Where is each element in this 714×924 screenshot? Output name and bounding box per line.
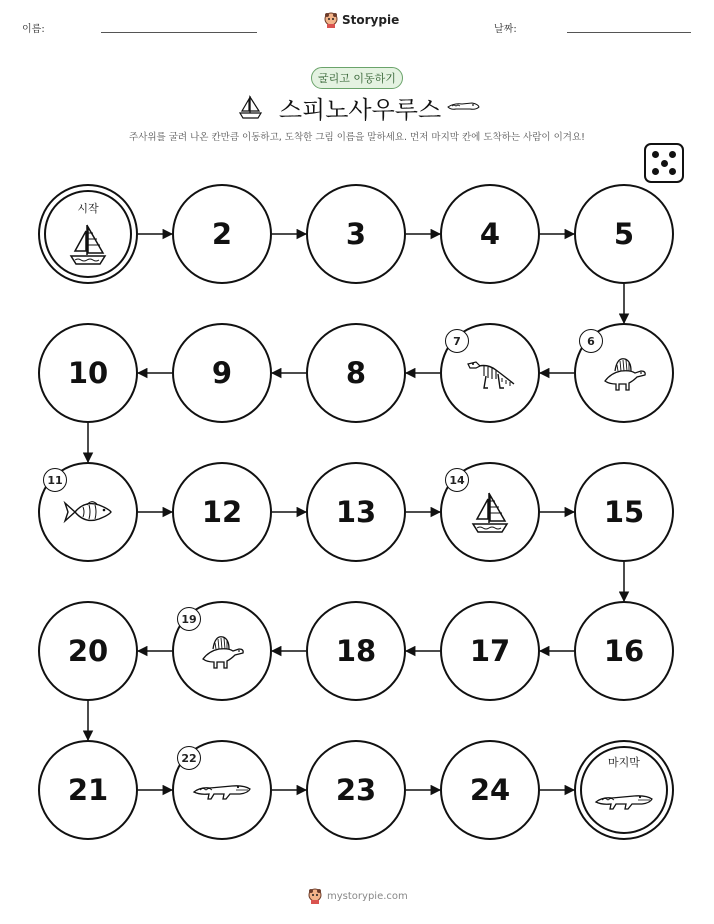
footer — [308, 888, 408, 904]
space-number: 4 — [479, 217, 501, 251]
board-space[interactable] — [440, 184, 540, 284]
board-space[interactable] — [172, 601, 272, 701]
space-number: 12 — [201, 495, 243, 529]
space-number-badge: 6 — [579, 329, 603, 353]
board-space[interactable] — [306, 462, 406, 562]
space-number: 13 — [335, 495, 377, 529]
board-space[interactable] — [38, 462, 138, 562]
board-space[interactable] — [440, 462, 540, 562]
board-space[interactable] — [172, 184, 272, 284]
space-number: 9 — [211, 356, 233, 390]
crocodile-icon — [594, 788, 654, 812]
space-number: 21 — [67, 773, 109, 807]
fish-icon — [63, 497, 113, 527]
space-number: 3 — [345, 217, 367, 251]
sailboat-icon — [65, 221, 111, 267]
space-number: 17 — [469, 634, 511, 668]
space-number-badge: 7 — [445, 329, 469, 353]
space-number-badge: 19 — [177, 607, 201, 631]
board-space[interactable] — [306, 601, 406, 701]
finish-label: 마지막 — [608, 756, 640, 769]
space-number: 5 — [613, 217, 635, 251]
board-space[interactable] — [172, 462, 272, 562]
dinosaur-skeleton-icon — [464, 354, 516, 392]
board-space[interactable] — [38, 740, 138, 840]
board-space[interactable] — [38, 601, 138, 701]
board-space[interactable] — [306, 184, 406, 284]
activity-tag: 굴리고 이동하기 — [311, 67, 403, 89]
brand-name: Storypie — [342, 13, 400, 27]
board-space[interactable] — [440, 740, 540, 840]
finish-space[interactable] — [574, 740, 674, 840]
space-number: 10 — [67, 356, 109, 390]
spinosaurus-icon — [601, 353, 647, 393]
sailboat-icon — [467, 489, 513, 535]
name-label: 이름: — [22, 24, 45, 35]
space-number: 16 — [603, 634, 645, 668]
space-number: 20 — [67, 634, 109, 668]
instructions: 주사위를 굴려 나온 칸만큼 이동하고, 도착한 그림 이름을 말하세요. 먼저 마지막 칸에 도착하는 사람이 이겨요! — [129, 132, 585, 143]
board-space[interactable] — [574, 184, 674, 284]
board-space[interactable] — [38, 323, 138, 423]
space-number-badge: 22 — [177, 746, 201, 770]
space-number-badge: 11 — [43, 468, 67, 492]
board-space[interactable] — [440, 323, 540, 423]
board-space[interactable] — [172, 740, 272, 840]
space-number: 2 — [211, 217, 233, 251]
spinosaurus-icon — [199, 631, 245, 671]
board-space[interactable] — [574, 601, 674, 701]
space-number: 24 — [469, 773, 511, 807]
space-number-badge: 14 — [445, 468, 469, 492]
board-space[interactable] — [574, 323, 674, 423]
board-space[interactable] — [306, 740, 406, 840]
space-number: 23 — [335, 773, 377, 807]
board-space[interactable] — [306, 323, 406, 423]
crocodile-icon — [192, 778, 252, 802]
start-label: 시작 — [77, 202, 99, 215]
date-label: 날짜: — [494, 24, 517, 35]
start-space[interactable] — [38, 184, 138, 284]
board-space[interactable] — [172, 323, 272, 423]
storypie-logo-icon — [308, 888, 322, 904]
space-number: 8 — [345, 356, 367, 390]
space-number: 15 — [603, 495, 645, 529]
space-number: 18 — [335, 634, 377, 668]
page-title: 스피노사우루스 — [278, 96, 442, 124]
board-space[interactable] — [440, 601, 540, 701]
footer-url: mystorypie.com — [327, 890, 408, 902]
board-space[interactable] — [574, 462, 674, 562]
